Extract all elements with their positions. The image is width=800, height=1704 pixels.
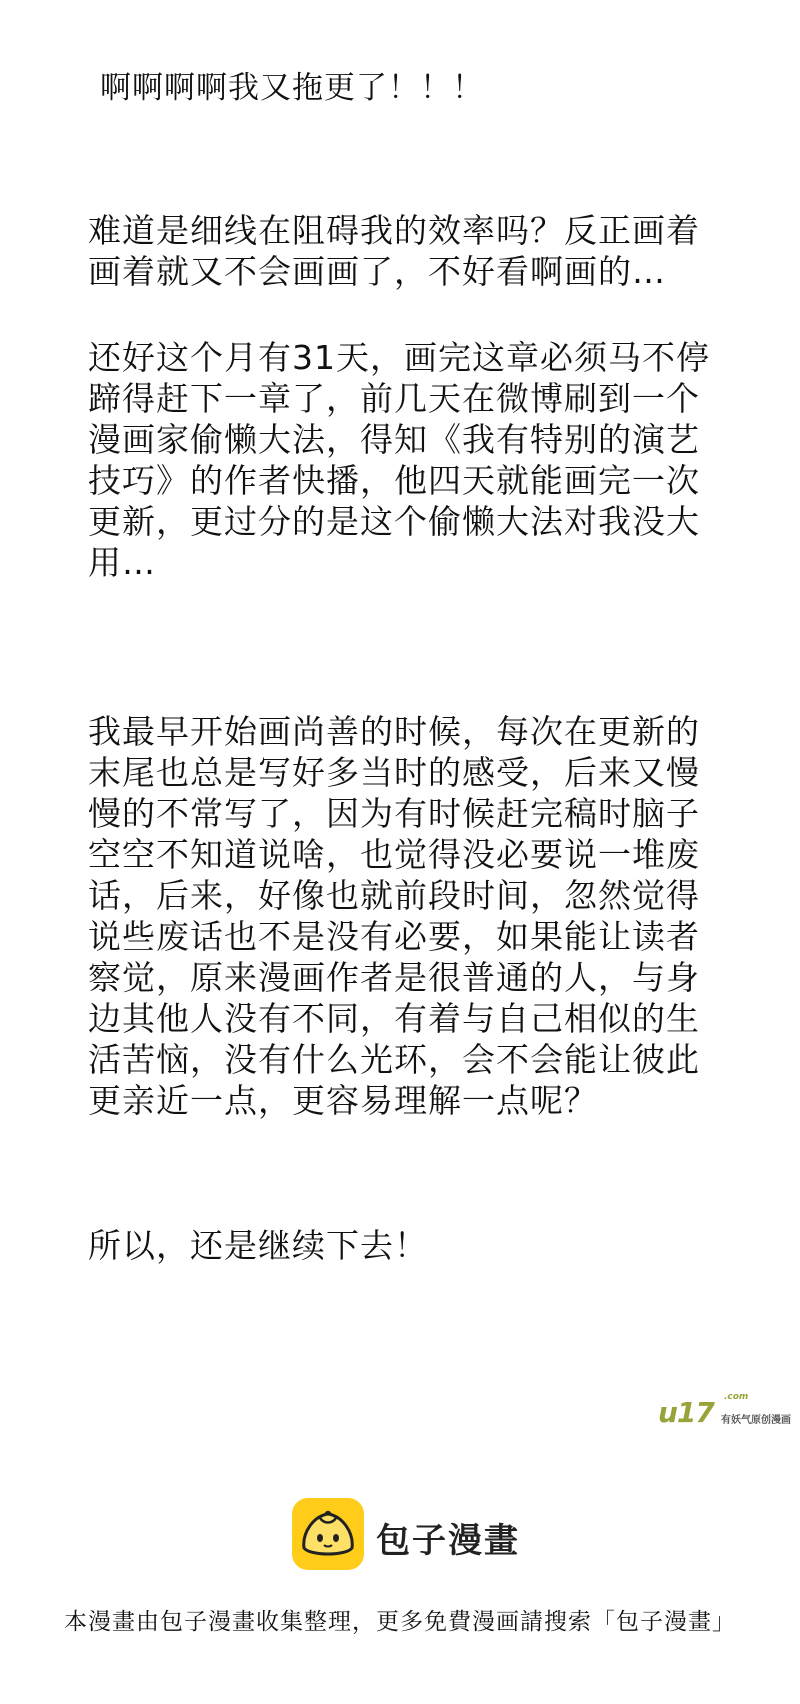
paragraph-month: 还好这个月有31天，画完这章必须马不停 蹄得赶下一章了，前几天在微博刷到一个 漫画家偷懒大法，得知《我有特别的演艺 技巧》的作者快播，他四天就能画完一次 更新，更过分的是这个偷懒大法对我没大 用… xyxy=(88,338,710,582)
u17-domain: .com xyxy=(724,1392,749,1402)
baozi-brand-name: 包子漫畫 xyxy=(376,1521,520,1561)
u17-watermark xyxy=(658,1390,800,1430)
paragraph-conclusion: 所以，还是继续下去！ xyxy=(88,1226,428,1265)
u17-brand: u17 xyxy=(658,1396,714,1429)
baozi-bun-icon xyxy=(292,1498,364,1570)
paragraph-feelings: 我最早开始画尚善的时候，每次在更新的 末尾也总是写好多当时的感受，后来又慢 慢的不常写了，因为有时候赶完稿时脑子 空空不知道说啥，也觉得没必要说一堆废 话，后来，好像也就前段时间，忽然觉得 说些废话也不是没有必要，如果能让读者 察觉，原来漫画作者是很普通的人，与身 边其他人没有不同，有着与自己相似的生 活苦恼，没有什么光环，会不会能让彼此 更亲近一点，更容易理解一点呢？ xyxy=(88,712,700,1120)
footer-notice: 本漫畫由包子漫畫收集整理，更多免費漫画請搜索「包子漫畫」 xyxy=(64,1609,736,1635)
paragraph-efficiency: 难道是细线在阻碍我的效率吗？反正画着 画着就又不会画画了，不好看啊画的… xyxy=(88,211,700,291)
page-heading: 啊啊啊啊我又拖更了！！！ xyxy=(100,70,484,106)
u17-tagline: 有妖气原创漫画 xyxy=(721,1415,791,1426)
